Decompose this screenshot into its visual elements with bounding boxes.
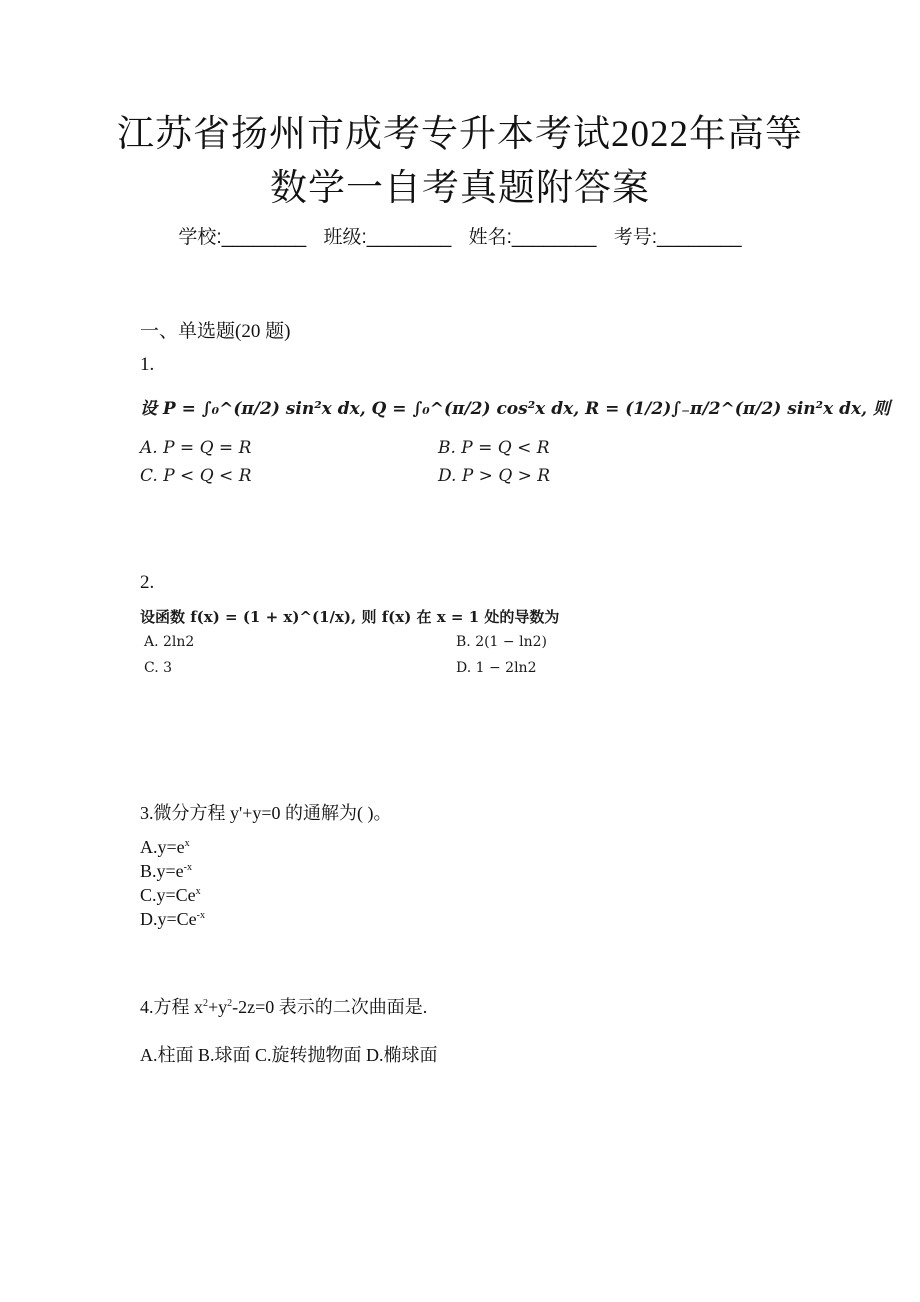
question-3-option-a: $A.y=e^x$ [140, 837, 190, 857]
document-title-line1: 江苏省扬州市成考专升本考试2022年高等 [117, 114, 803, 155]
question-2-option-a: A. 2ln2 [144, 634, 195, 650]
question-4-stem: 4.方程 $x^2+y^2-2z=0$ 表示的二次曲面是. [140, 997, 428, 1017]
question-1-option-d: D. P > Q > R [438, 466, 551, 486]
question-3-option-b: $B.y=e^{-x}$ [140, 861, 192, 881]
question-3-stem: 3.微分方程 y'+y=0 的通解为( )。 [140, 803, 392, 823]
class-field: 班级:________ [323, 227, 452, 248]
question-2-option-d: D. 1 − 2ln2 [456, 660, 537, 676]
section-heading: 一、单选题(20 题) [140, 321, 291, 342]
name-field: 姓名:________ [468, 227, 597, 248]
question-1-option-a: A. P = Q = R [140, 438, 252, 458]
question-1-number: 1. [140, 354, 155, 375]
question-2-number: 2. [140, 572, 155, 593]
question-1-option-b: B. P = Q < R [438, 438, 550, 458]
student-info-row [0, 222, 920, 249]
school-field: 学校:________ [178, 227, 307, 248]
question-2-option-c: C. 3 [144, 660, 173, 676]
question-3-option-d: $D.y=Ce^{-x}$ [140, 909, 205, 929]
question-4-options: A.柱面 B.球面 C.旋转抛物面 D.椭球面 [140, 1045, 438, 1065]
question-2-option-b: B. 2(1 − ln2) [456, 634, 547, 650]
question-1-stem: 设 P = ∫₀^(π/2) sin²x dx, Q = ∫₀^(π/2) cos²x dx, R = (1/2)∫₋π/2^(π/2) sin²x dx, 则 [140, 399, 891, 419]
exam-number-field: 考号:________ [613, 227, 742, 248]
document-title-line2: 数学一自考真题附答案 [270, 168, 650, 209]
question-3-option-c: $C.y=Ce^x$ [140, 885, 201, 905]
question-1-option-c: C. P < Q < R [140, 466, 252, 486]
question-2-stem: 设函数 f(x) = (1 + x)^(1/x), 则 f(x) 在 x = 1 处的导数为 [140, 608, 560, 626]
